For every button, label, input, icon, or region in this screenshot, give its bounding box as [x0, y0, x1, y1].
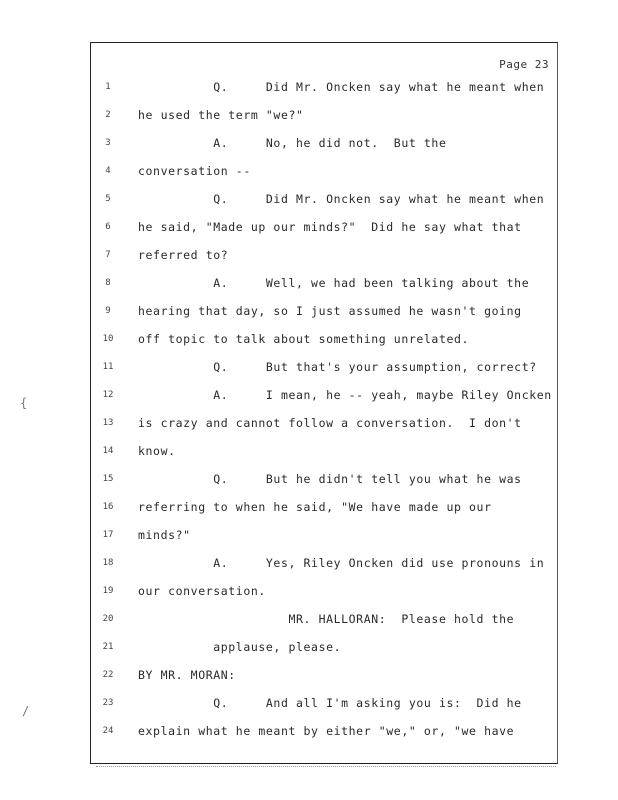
line-number: 2	[105, 110, 111, 120]
transcript-line	[91, 640, 559, 660]
line-number: 13	[102, 418, 114, 428]
transcript-line	[91, 80, 559, 100]
line-number: 5	[105, 194, 111, 204]
transcript-line	[91, 444, 559, 464]
line-number: 22	[102, 670, 114, 680]
line-text: A. I mean, he -- yeah, maybe Riley Oncken	[138, 388, 552, 402]
bottom-scan-edge	[96, 766, 556, 771]
line-number: 19	[102, 586, 114, 596]
line-text: explain what he meant by either "we," or, "we have	[138, 724, 515, 738]
line-text: applause, please.	[138, 640, 342, 654]
line-text: Q. And all I'm asking you is: Did he	[138, 696, 522, 710]
transcript-line	[91, 500, 559, 520]
line-text: hearing that day, so I just assumed he wasn't going	[138, 304, 522, 318]
transcript-line	[91, 304, 559, 324]
line-text: A. Yes, Riley Oncken did use pronouns in	[138, 556, 545, 570]
line-text: Q. Did Mr. Oncken say what he meant when	[138, 192, 545, 206]
transcript-line	[91, 668, 559, 688]
transcript-line	[91, 472, 559, 492]
transcript-line	[91, 724, 559, 744]
transcript-line	[91, 192, 559, 212]
transcript-line	[91, 108, 559, 128]
transcript-line	[91, 696, 559, 716]
line-text: A. Well, we had been talking about the	[138, 276, 530, 290]
line-text: conversation --	[138, 164, 251, 178]
line-text: is crazy and cannot follow a conversation. I don't	[138, 416, 522, 430]
line-number: 14	[102, 446, 114, 456]
transcript-line	[91, 388, 559, 408]
line-number: 3	[105, 138, 111, 148]
line-text: MR. HALLORAN: Please hold the	[138, 612, 515, 626]
line-text: minds?"	[138, 528, 191, 542]
line-number: 18	[102, 558, 114, 568]
line-number: 10	[102, 334, 114, 344]
line-number: 12	[102, 390, 114, 400]
transcript-line	[91, 556, 559, 576]
transcript-line	[91, 276, 559, 296]
line-text: our conversation.	[138, 584, 266, 598]
line-text: Q. But that's your assumption, correct?	[138, 360, 537, 374]
transcript-line	[91, 584, 559, 604]
page-number: Page 23	[499, 58, 549, 71]
line-text: he said, "Made up our minds?" Did he say what that	[138, 220, 522, 234]
line-number: 7	[105, 250, 111, 260]
line-number: 8	[105, 278, 111, 288]
transcript-line	[91, 612, 559, 632]
line-number: 9	[105, 306, 111, 316]
transcript-line	[91, 332, 559, 352]
line-text: he used the term "we?"	[138, 108, 304, 122]
line-number: 23	[102, 698, 114, 708]
line-text: know.	[138, 444, 176, 458]
transcript-line	[91, 164, 559, 184]
line-number: 24	[102, 726, 114, 736]
line-number: 15	[102, 474, 114, 484]
line-text: off topic to talk about something unrelated.	[138, 332, 470, 346]
line-text: Q. But he didn't tell you what he was	[138, 472, 522, 486]
line-text: A. No, he did not. But the	[138, 136, 447, 150]
line-number: 6	[105, 222, 111, 232]
transcript-line	[91, 528, 559, 548]
transcript-line	[91, 416, 559, 436]
line-number: 11	[102, 362, 114, 372]
line-number: 4	[105, 166, 111, 176]
transcript-line	[91, 248, 559, 268]
line-number: 1	[105, 82, 111, 92]
left-margin-tick: /	[22, 704, 30, 718]
line-text: Q. Did Mr. Oncken say what he meant when	[138, 80, 545, 94]
transcript-line	[91, 220, 559, 240]
line-number: 21	[102, 642, 114, 652]
transcript-line	[91, 360, 559, 380]
transcript-line	[91, 136, 559, 156]
line-number: 17	[102, 530, 114, 540]
line-text: referred to?	[138, 248, 229, 262]
line-text: referring to when he said, "We have made up our	[138, 500, 492, 514]
left-margin-bracket: {	[20, 396, 28, 410]
transcript-page	[90, 42, 558, 764]
line-number: 20	[102, 614, 114, 624]
line-number: 16	[102, 502, 114, 512]
line-text: BY MR. MORAN:	[138, 668, 236, 682]
